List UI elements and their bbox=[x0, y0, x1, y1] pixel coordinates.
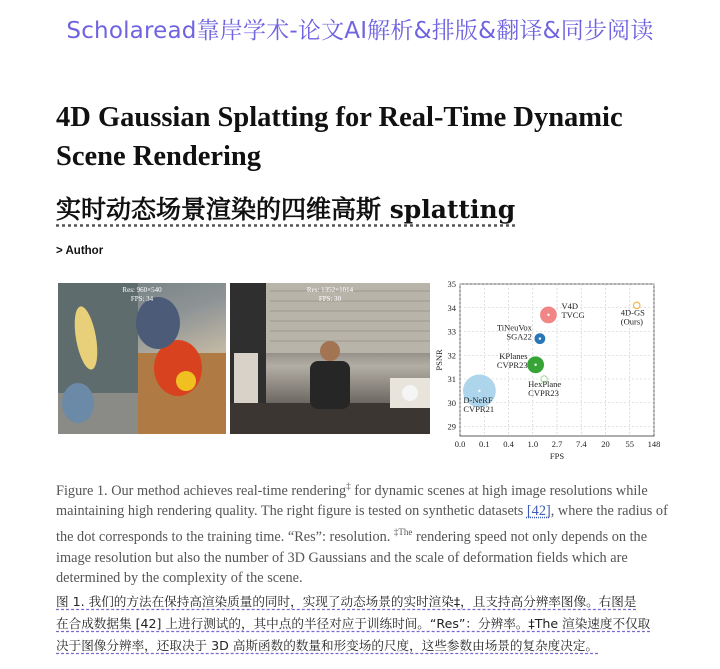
chart-x-tick-label: 0.0 bbox=[454, 439, 466, 449]
chart-point-label: HexPlane bbox=[528, 379, 562, 389]
chart-x-tick-label: 0.4 bbox=[503, 439, 514, 449]
chart-point-label: CVPR23 bbox=[496, 359, 528, 370]
caption-zh-line1: 图 1. 我们的方法在保持高渲染质量的同时，实现了动态场景的实时渲染‡，且支持高分辨率图像。右图是 bbox=[56, 594, 637, 609]
chart-point-label: D-NeRF bbox=[463, 394, 493, 405]
title-en-line2: Scene Rendering bbox=[56, 141, 262, 172]
chart-point-label: V4D bbox=[561, 300, 578, 311]
paper-title-zh: 实时动态场景渲染的四维高斯 splatting bbox=[56, 195, 516, 224]
photo-right-res-label bbox=[230, 286, 430, 304]
chart-y-tick-label: 30 bbox=[447, 397, 456, 408]
caption-en-part3: , where the radius of the dot corresponds to the training time. “Res”: resolution. bbox=[56, 503, 668, 545]
chart-point-label: TVCG bbox=[561, 309, 585, 320]
caption-zh-line3: 决于图像分辨率，还取决于 3D 高斯函数的数量和形变场的尺度，这些参数由场景的复杂度决定。 bbox=[56, 638, 599, 653]
chart-x-tick-label: 55 bbox=[625, 439, 634, 449]
photo-left-illustration bbox=[58, 283, 226, 434]
chart-point-label: 4D-GS bbox=[620, 307, 645, 318]
chart-point-label: CVPR21 bbox=[463, 403, 495, 414]
figure-photo-right bbox=[230, 283, 430, 434]
caption-en-part2: for dynamic scenes at high image resolutions while maintaining high rendering quality. The right figure is tested on synthetic datasets bbox=[56, 482, 648, 520]
citation-link-42[interactable]: [42] bbox=[526, 503, 551, 520]
caption-en-sup1: ‡ bbox=[346, 481, 351, 491]
chart-x-tick-label: 1.0 bbox=[527, 439, 539, 449]
scholaread-banner[interactable]: Scholaread靠岸学术-论文AI解析&排版&翻译&同步阅读 bbox=[66, 18, 654, 44]
caption-en-part4: rendering speed not only depends on the image resolution but also the number of 3D Gaussians and the scale of deformation fields which are determined by the complexity of the scene. bbox=[56, 528, 648, 587]
chart-y-tick-label: 32 bbox=[447, 350, 456, 361]
chart-point-center bbox=[534, 364, 536, 366]
chart-point-label: TiNeuVox bbox=[496, 322, 532, 333]
chart-y-tick-label: 31 bbox=[447, 374, 456, 384]
paper-title-en bbox=[56, 98, 676, 176]
chart-point-center bbox=[547, 314, 549, 316]
chart-point-label: (Ours) bbox=[620, 316, 643, 327]
chart-svg bbox=[432, 276, 682, 468]
chart-point-center bbox=[478, 390, 480, 392]
chart-y-tick-label: 34 bbox=[447, 302, 456, 313]
chart-x-axis-label: FPS bbox=[549, 451, 565, 461]
chart-y-axis-label: PSNR bbox=[434, 349, 444, 371]
chart-x-tick-label: 148 bbox=[647, 439, 661, 449]
chart-y-tick-label: 35 bbox=[447, 279, 456, 289]
caption-en-sup2: ‡The bbox=[393, 527, 413, 538]
photo-right-res: Res: 1352×1014 bbox=[306, 286, 354, 294]
chart-x-tick-label: 0.1 bbox=[478, 439, 490, 449]
chart-point-label: SGA22 bbox=[506, 331, 532, 342]
chart-point-center bbox=[539, 337, 541, 339]
chart-y-tick-label: 33 bbox=[447, 326, 456, 337]
chart-x-tick-label: 20 bbox=[601, 439, 610, 449]
caption-en-part1: Figure 1. Our method achieves real-time rendering bbox=[56, 482, 347, 499]
caption-zh-line2: 在合成数据集 [42] 上进行测试的，其中点的半径对应于训练时间。“Res”：分辨率。‡The 渲染速度不仅取 bbox=[56, 616, 651, 631]
figure-caption-zh bbox=[56, 591, 680, 657]
photo-left-fps: FPS: 34 bbox=[130, 295, 154, 303]
figure-caption-en bbox=[56, 476, 680, 589]
chart-x-tick-label: 2.7 bbox=[551, 439, 563, 449]
author-toggle[interactable]: > Author bbox=[56, 245, 104, 257]
fps-psnr-chart bbox=[432, 276, 682, 468]
chart-y-tick-label: 29 bbox=[447, 421, 456, 432]
chart-x-tick-label: 7.4 bbox=[575, 439, 587, 449]
title-en-line1: 4D Gaussian Splatting for Real-Time Dynamic bbox=[56, 102, 623, 133]
photo-right-fps: FPS: 30 bbox=[318, 295, 342, 303]
figure-photo-left bbox=[58, 283, 226, 434]
photo-left-res: Res: 960×540 bbox=[122, 286, 162, 294]
chart-point-label: CVPR23 bbox=[528, 388, 559, 398]
photo-left-res-label bbox=[58, 286, 226, 304]
chart-point-label: KPlanes bbox=[499, 350, 528, 361]
photo-right-illustration bbox=[230, 283, 430, 434]
